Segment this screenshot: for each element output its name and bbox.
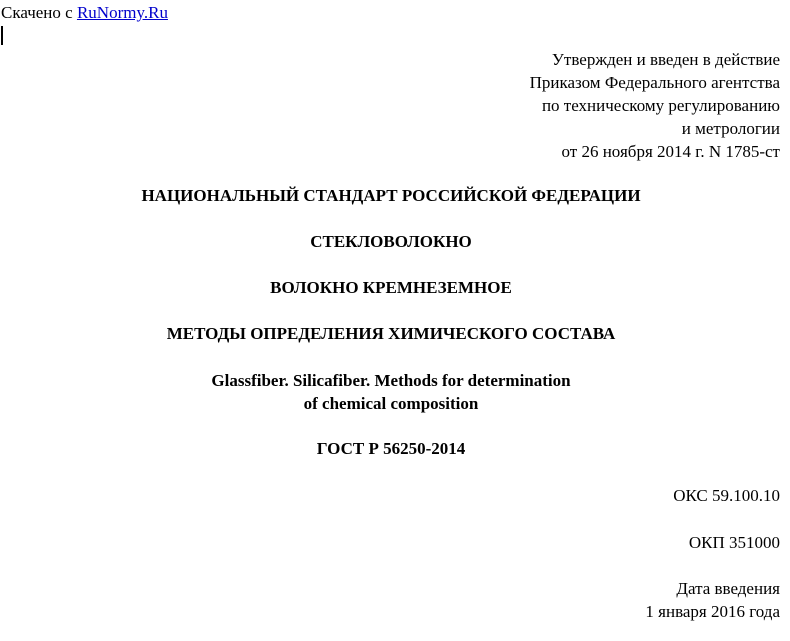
approval-block — [360, 48, 780, 163]
english-title-line-2: of chemical composition — [303, 394, 479, 413]
approval-line-5: от 26 ноября 2014 г. N 1785-ст — [561, 142, 780, 161]
title-line-1: СТЕКЛОВОЛОКНО — [310, 232, 472, 251]
runormy-link[interactable]: RuNormy.Ru — [76, 3, 168, 22]
introduction-label: Дата введения — [676, 579, 780, 598]
source-line — [1, 3, 168, 23]
standard-designation: ГОСТ Р 56250-2014 — [316, 439, 466, 458]
title-line-3: МЕТОДЫ ОПРЕДЕЛЕНИЯ ХИМИЧЕСКОГО СОСТАВА — [166, 324, 616, 343]
introduction-date: 1 января 2016 года — [645, 602, 780, 621]
text-cursor — [1, 26, 3, 45]
approval-line-3: по техническому регулированию — [541, 96, 780, 115]
title-line-2: ВОЛОКНО КРЕМНЕЗЕМНОЕ — [270, 278, 512, 297]
approval-line-2: Приказом Федерального агентства — [529, 73, 780, 92]
english-title-line-1: Glassfiber. Silicafiber. Methods for determination — [211, 371, 571, 390]
source-prefix: Скачено с — [1, 3, 77, 22]
approval-line-1: Утвержден и введен в действие — [551, 50, 780, 69]
standard-type-heading: НАЦИОНАЛЬНЫЙ СТАНДАРТ РОССИЙСКОЙ ФЕДЕРАЦИИ — [141, 186, 641, 205]
okp-code: ОКП 351000 — [688, 533, 780, 552]
oks-code: ОКС 59.100.10 — [673, 486, 780, 505]
approval-line-4: и метрологии — [681, 119, 780, 138]
